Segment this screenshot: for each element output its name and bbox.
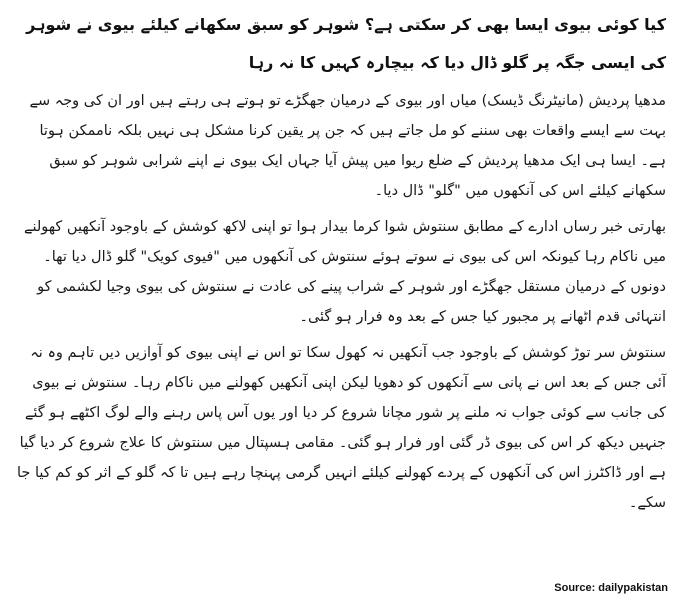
article-paragraph-1: مدھیا پردیش (مانیٹرنگ ڈیسک) میاں اور بیوی کے درمیان جھگڑے تو ہوتے ہی رہتے ہیں اور ان کی وجہ سے بہت سے ایسے واقعات بھی سننے کو مل جاتے ہیں کہ جن پر یقین کرنا مشکل ہی نہیں بلکہ ناممکن ہوتا ہے۔ ایسا ہی ایک مدھیا پردیش کے ضلع ریوا میں پیش آیا جہاں ایک بیوی نے اپنے شرابی شوہر کو سبق سکھانے کیلئے اس کی آنکھوں میں "گلو" ڈال دیا۔ bbox=[29, 93, 666, 199]
source-credit: Source: dailypakistan bbox=[554, 582, 668, 594]
article-body bbox=[14, 6, 666, 606]
article-paragraph-2: بھارتی خبر رساں ادارے کے مطابق سنتوش شوا کرما بیدار ہوا تو اپنی لاکھ کوشش کے باوجود آنکھیں کھولنے میں ناکام رہا کیونکہ اس کی بیوی نے سوتے ہوئے سنتوش کی آنکھوں میں "فیوی کویک" گلو ڈال دیا تھا۔ دونوں کے درمیان مستقل جھگڑے اور شوہر کے شراب پینے کی عادت نے سنتوش کی بیوی وجیا لکشمی کو انتہائی قدم اٹھانے پر مجبور کیا جس کے بعد وہ فرار ہو گئی۔ bbox=[23, 219, 666, 325]
article-headline: کیا کوئی بیوی ایسا بھی کر سکتی ہے؟ شوہر کو سبق سکھانے کیلئے بیوی نے شوہر کی ایسی جگہ پر گلو ڈال دیا کہ بیچارہ کہیں کا نہ رہا bbox=[26, 15, 666, 72]
article-paragraph-3: سنتوش سر توڑ کوشش کے باوجود جب آنکھیں نہ کھول سکا تو اس نے اپنی بیوی کو آوازیں دیں تاہم وہ نہ آئی جس کے بعد اس نے پانی سے آنکھوں کو دھویا لیکن اپنی آنکھیں کھولنے میں ناکام رہا۔ سنتوش نے بیوی کی جانب سے کوئی جواب نہ ملنے پر شور مچانا شروع کر دیا اور یوں آس پاس رہنے والے لوگ اکٹھے ہو گئے جنہیں دیکھ کر اس کی بیوی ڈر گئی اور فرار ہو گئی۔ مقامی ہسپتال میں سنتوش کا علاج شروع کر دیا گیا ہے اور ڈاکٹرز اس کی آنکھوں کے پردے کھولنے کیلئے انہیں گرمی پہنچا رہے ہیں تا کہ گلو کے اثر کو کم کیا جا سکے۔ bbox=[17, 345, 666, 511]
